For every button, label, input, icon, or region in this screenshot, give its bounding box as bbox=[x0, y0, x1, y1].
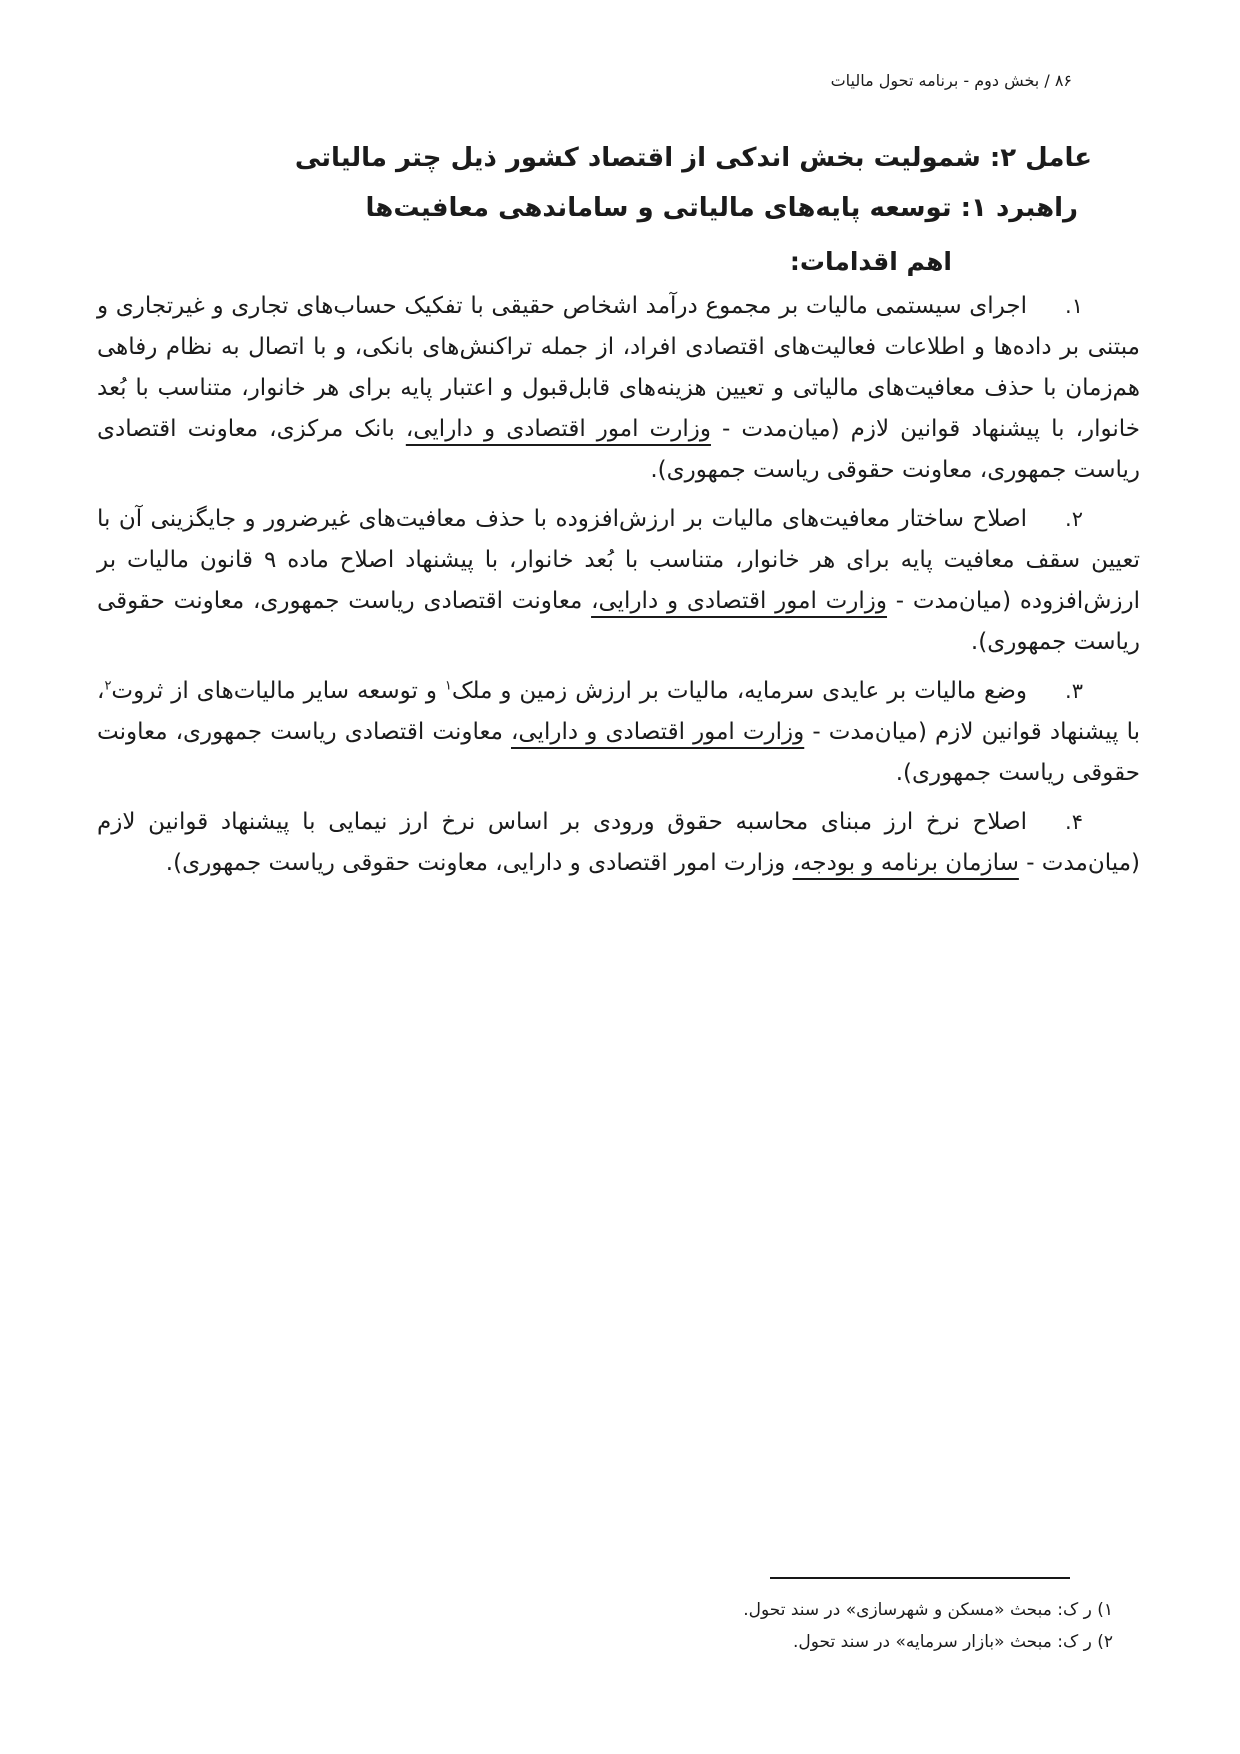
action-item bbox=[97, 286, 1140, 491]
action-number: ۳. bbox=[1065, 679, 1083, 703]
footnote-separator bbox=[770, 1577, 1070, 1579]
action-item bbox=[97, 802, 1140, 884]
action-text: اصلاح نرخ ارز مبنای محاسبه حقوق ورودی بر اساس نرخ ارز نیمایی با پیشنهاد قوانین لازم (میان‌مدت - bbox=[97, 809, 1140, 876]
responsible-entity: سازمان برنامه و بودجه، bbox=[792, 850, 1019, 876]
footnote-item: ۲) ر ک: مبحث «بازار سرمایه» در سند تحول. bbox=[793, 1632, 1113, 1652]
action-item bbox=[97, 671, 1140, 794]
factor-heading: عامل ۲: شمولیت بخش اندکی از اقتصاد کشور ذیل چتر مالیاتی bbox=[294, 143, 1092, 173]
page-header: ۸۶ / بخش دوم - برنامه تحول مالیات bbox=[830, 71, 1072, 90]
actions-list bbox=[97, 286, 1140, 884]
action-text: اجرای سیستمی مالیات بر مجموع درآمد اشخاص حقیقی با تفکیک حساب‌های تجاری و غیرتجاری و مبتنی بر داده‌ها و اطلاعات فعالیت‌های اقتصادی افراد، از جمله تراکنش‌های بانکی، و با اتصال به نظام رفاهی هم‌زمان با حذف معافیت‌های مالیاتی و تعیین هزینه‌های قابل‌قبول و اعتبار پایه برای هر خانوار، متناسب با بُعد خانوار، با پیشنهاد قوانین لازم (میان‌مدت - bbox=[97, 293, 1140, 442]
action-text: ، با پیشنهاد قوانین لازم (میان‌مدت - bbox=[97, 678, 1141, 745]
action-text: اصلاح ساختار معافیت‌های مالیات بر ارزش‌افزوده با حذف معافیت‌های غیرضرور و جایگزینی آن با تعیین سقف معافیت پایه برای هر خانوار، متناسب با بُعد خانوار، با پیشنهاد اصلاح ماده ۹ قانون مالیات بر ارزش‌افزوده (میان‌مدت - bbox=[97, 506, 1140, 614]
action-text: وزارت امور اقتصادی و دارایی، معاونت حقوقی ریاست جمهوری). bbox=[165, 850, 793, 876]
action-text: معاونت اقتصادی ریاست جمهوری، معاونت حقوقی ریاست جمهوری). bbox=[97, 719, 1140, 786]
action-text: و توسعه سایر مالیات‌های از ثروت bbox=[111, 678, 445, 704]
footnote-reference: ۱ bbox=[444, 678, 452, 694]
responsible-entity: وزارت امور اقتصادی و دارایی، bbox=[591, 588, 888, 614]
page-content bbox=[97, 138, 1140, 892]
responsible-entity: وزارت امور اقتصادی و دارایی، bbox=[405, 416, 711, 442]
footnote-item: ۱) ر ک: مبحث «مسکن و شهرسازی» در سند تحول. bbox=[743, 1600, 1113, 1620]
action-text: بانک مرکزی، معاونت اقتصادی ریاست جمهوری، معاونت حقوقی ریاست جمهوری). bbox=[97, 416, 1140, 483]
strategy-heading: راهبرد ۱: توسعه پایه‌های مالیاتی و ساماندهی معافیت‌ها bbox=[365, 193, 1078, 223]
footnote-reference: ۲ bbox=[104, 678, 112, 694]
action-number: ۱. bbox=[1065, 294, 1083, 318]
responsible-entity: وزارت امور اقتصادی و دارایی، bbox=[511, 719, 805, 745]
actions-heading: اهم اقدامات: bbox=[789, 247, 952, 276]
action-number: ۲. bbox=[1065, 507, 1083, 531]
action-text: وضع مالیات بر عایدی سرمایه، مالیات بر ارزش زمین و ملک bbox=[451, 678, 1027, 704]
action-text: معاونت اقتصادی ریاست جمهوری، معاونت حقوقی ریاست جمهوری). bbox=[97, 588, 1140, 655]
action-item bbox=[97, 499, 1140, 663]
action-number: ۴. bbox=[1065, 810, 1083, 834]
footnotes bbox=[100, 1594, 1113, 1658]
